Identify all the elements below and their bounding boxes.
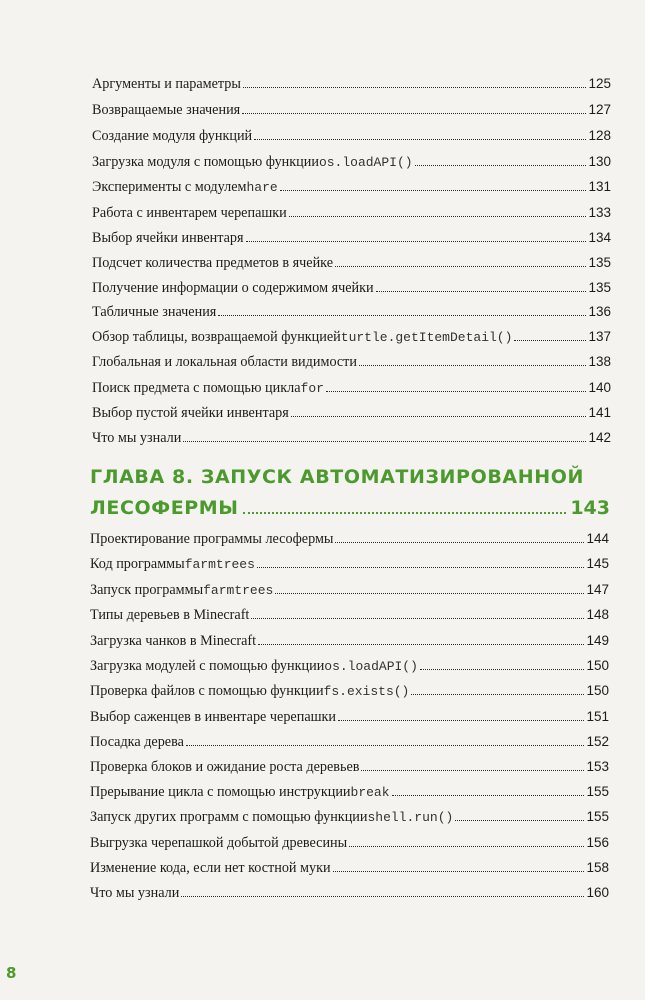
toc-entry-page: 153	[586, 759, 609, 774]
toc-entry-title: Выбор пустой ячейки инвентаря	[92, 405, 289, 421]
toc-entry-page: 155	[586, 809, 609, 824]
toc-entry-title: Что мы узнали	[90, 885, 180, 901]
toc-entry-page: 134	[588, 230, 611, 245]
toc-entry-title: Выбор ячейки инвентаря	[92, 230, 244, 246]
toc-entry-title: Типы деревьев в Minecraft	[90, 607, 250, 623]
toc-entry-title: Изменение кода, если нет костной муки	[90, 860, 331, 876]
leader-dots	[338, 720, 584, 721]
toc-entry-title: Проверка файлов с помощью функции	[90, 683, 324, 699]
toc-entry-page: 148	[586, 607, 609, 622]
leader-dots	[514, 340, 586, 341]
toc-entry-page: 150	[586, 683, 609, 698]
toc-entry-title: Эксперименты с модулем	[92, 179, 247, 195]
toc-entry-code: os.loadAPI()	[318, 155, 413, 170]
toc-entry-code: hare	[246, 180, 278, 195]
toc-entry	[90, 859, 609, 877]
toc-entry	[92, 101, 611, 119]
toc-entry	[92, 328, 611, 347]
toc-entry	[92, 178, 611, 197]
leader-dots	[218, 315, 586, 316]
toc-entry-title: Код программы	[90, 556, 185, 572]
leader-dots	[335, 542, 584, 543]
toc-entry	[92, 379, 611, 398]
toc-entry	[92, 204, 611, 222]
toc-entry-page: 150	[586, 658, 609, 673]
leader-dots	[257, 567, 585, 568]
toc-entry	[92, 353, 611, 371]
leader-dots	[326, 391, 587, 392]
toc-entry-title: Проверка блоков и ожидание роста деревьев	[90, 759, 360, 775]
toc-entry-code: os.loadAPI()	[324, 659, 418, 674]
toc-entry-page: 130	[588, 154, 611, 169]
toc-entry-title: Что мы узнали	[92, 430, 182, 446]
toc-entry	[90, 758, 609, 776]
toc-entry	[92, 127, 611, 145]
toc-entry-page: 151	[586, 709, 609, 724]
toc-entry-title: Аргументы и параметры	[92, 76, 241, 92]
toc-entry-page: 140	[588, 380, 611, 395]
toc-entry-page: 125	[588, 76, 611, 91]
leader-dots	[183, 441, 586, 442]
chapter-heading-row	[90, 497, 610, 523]
toc-entry-page: 137	[588, 329, 611, 344]
toc-entry-title: Подсчет количества предметов в ячейке	[92, 255, 334, 271]
leader-dots	[455, 820, 584, 821]
leader-dots	[275, 593, 584, 594]
chapter-leader-dots	[243, 512, 567, 514]
toc-entry	[92, 303, 611, 321]
leader-dots	[246, 241, 587, 242]
toc-entry-page: 131	[588, 179, 611, 194]
toc-entry-page: 144	[586, 531, 609, 546]
page-number: 8	[6, 964, 17, 982]
toc-entry-page: 128	[588, 128, 611, 143]
toc-entry-title: Создание модуля функций	[92, 128, 253, 144]
toc-entry-code: farmtrees	[184, 557, 255, 572]
toc-entry	[92, 75, 611, 93]
toc-entry-code: fs.exists()	[323, 684, 410, 699]
toc-entry	[92, 229, 611, 247]
leader-dots	[186, 745, 585, 746]
toc-entry-title: Запуск других программ с помощью функции	[90, 809, 368, 825]
chapter-heading-line1: ГЛАВА 8. ЗАПУСК АВТОМАТИЗИРОВАННОЙ	[90, 466, 584, 488]
toc-entry	[90, 657, 609, 676]
toc-entry-page: 158	[586, 860, 609, 875]
toc-entry-title: Обзор таблицы, возвращаемой функцией	[92, 329, 341, 345]
leader-dots	[243, 87, 587, 88]
toc-entry-page: 155	[586, 784, 609, 799]
leader-dots	[289, 216, 587, 217]
toc-entry-page: 141	[588, 405, 611, 420]
toc-entry	[90, 733, 609, 751]
toc-entry	[90, 808, 609, 827]
toc-entry-page: 127	[588, 102, 611, 117]
toc-entry	[90, 783, 609, 802]
toc-entry-title: Выбор саженцев в инвентаре черепашки	[90, 709, 337, 725]
leader-dots	[349, 846, 584, 847]
toc-entry-page: 138	[588, 354, 611, 369]
toc-entry	[90, 581, 609, 600]
toc-entry-title: Работа с инвентарем черепашки	[92, 205, 287, 221]
toc-entry	[90, 606, 609, 624]
leader-dots	[333, 871, 585, 872]
leader-dots	[392, 795, 585, 796]
toc-entry	[90, 834, 609, 852]
toc-entry	[90, 632, 609, 650]
toc-entry	[92, 254, 611, 272]
toc-entry	[90, 555, 609, 574]
toc-entry-page: 135	[588, 280, 611, 295]
toc-entry-code: farmtrees	[203, 583, 274, 598]
toc-entry-title: Выгрузка черепашкой добытой древесины	[90, 835, 348, 851]
toc-entry-page: 145	[586, 556, 609, 571]
leader-dots	[376, 291, 587, 292]
toc-entry-title: Табличные значения	[92, 304, 217, 320]
leader-dots	[254, 139, 586, 140]
leader-dots	[361, 770, 584, 771]
toc-entry-title: Прерывание цикла с помощью инструкции	[90, 784, 351, 800]
leader-dots	[415, 165, 587, 166]
toc-entry-title: Поиск предмета с помощью цикла	[92, 380, 301, 396]
leader-dots	[335, 266, 586, 267]
toc-entry-code: break	[350, 785, 390, 800]
toc-entry-title: Возвращаемые значения	[92, 102, 241, 118]
toc-entry-title: Загрузка модулей с помощью функции	[90, 658, 325, 674]
toc-entry	[90, 682, 609, 701]
leader-dots	[359, 365, 586, 366]
toc-entry	[92, 429, 611, 447]
toc-entry-code: turtle.getItemDetail()	[340, 330, 513, 345]
toc-entry-page: 149	[586, 633, 609, 648]
toc-entry	[92, 279, 611, 297]
toc-entry	[90, 708, 609, 726]
toc-entry-page: 147	[586, 582, 609, 597]
toc-entry-code: for	[300, 381, 324, 396]
toc-entry-title: Получение информации о содержимом ячейки	[92, 280, 374, 296]
toc-entry-page: 133	[588, 205, 611, 220]
toc-entry-page: 135	[588, 255, 611, 270]
leader-dots	[181, 896, 584, 897]
leader-dots	[258, 644, 584, 645]
toc-entry	[92, 153, 611, 172]
leader-dots	[420, 669, 585, 670]
toc-entry	[92, 404, 611, 422]
toc-entry-page: 156	[586, 835, 609, 850]
toc-entry-page: 136	[588, 304, 611, 319]
leader-dots	[280, 190, 587, 191]
toc-entry-page: 160	[586, 885, 609, 900]
toc-entry-title: Посадка дерева	[90, 734, 184, 750]
toc-entry-title: Глобальная и локальная области видимости	[92, 354, 357, 370]
chapter-heading-line2: ЛЕСОФЕРМЫ	[90, 497, 239, 519]
leader-dots	[411, 694, 584, 695]
toc-entry-page: 142	[588, 430, 611, 445]
leader-dots	[242, 113, 586, 114]
toc-entry-code: shell.run()	[367, 810, 454, 825]
leader-dots	[251, 618, 584, 619]
toc-entry-title: Загрузка чанков в Minecraft	[90, 633, 257, 649]
toc-entry	[90, 530, 609, 548]
toc-entry-page: 152	[586, 734, 609, 749]
toc-entry-title: Загрузка модуля с помощью функции	[92, 154, 319, 170]
toc-entry	[90, 884, 609, 902]
chapter-page-number: 143	[570, 497, 610, 519]
toc-entry-title: Проектирование программы лесофермы	[90, 531, 334, 547]
leader-dots	[291, 416, 587, 417]
toc-entry-title: Запуск программы	[90, 582, 204, 598]
